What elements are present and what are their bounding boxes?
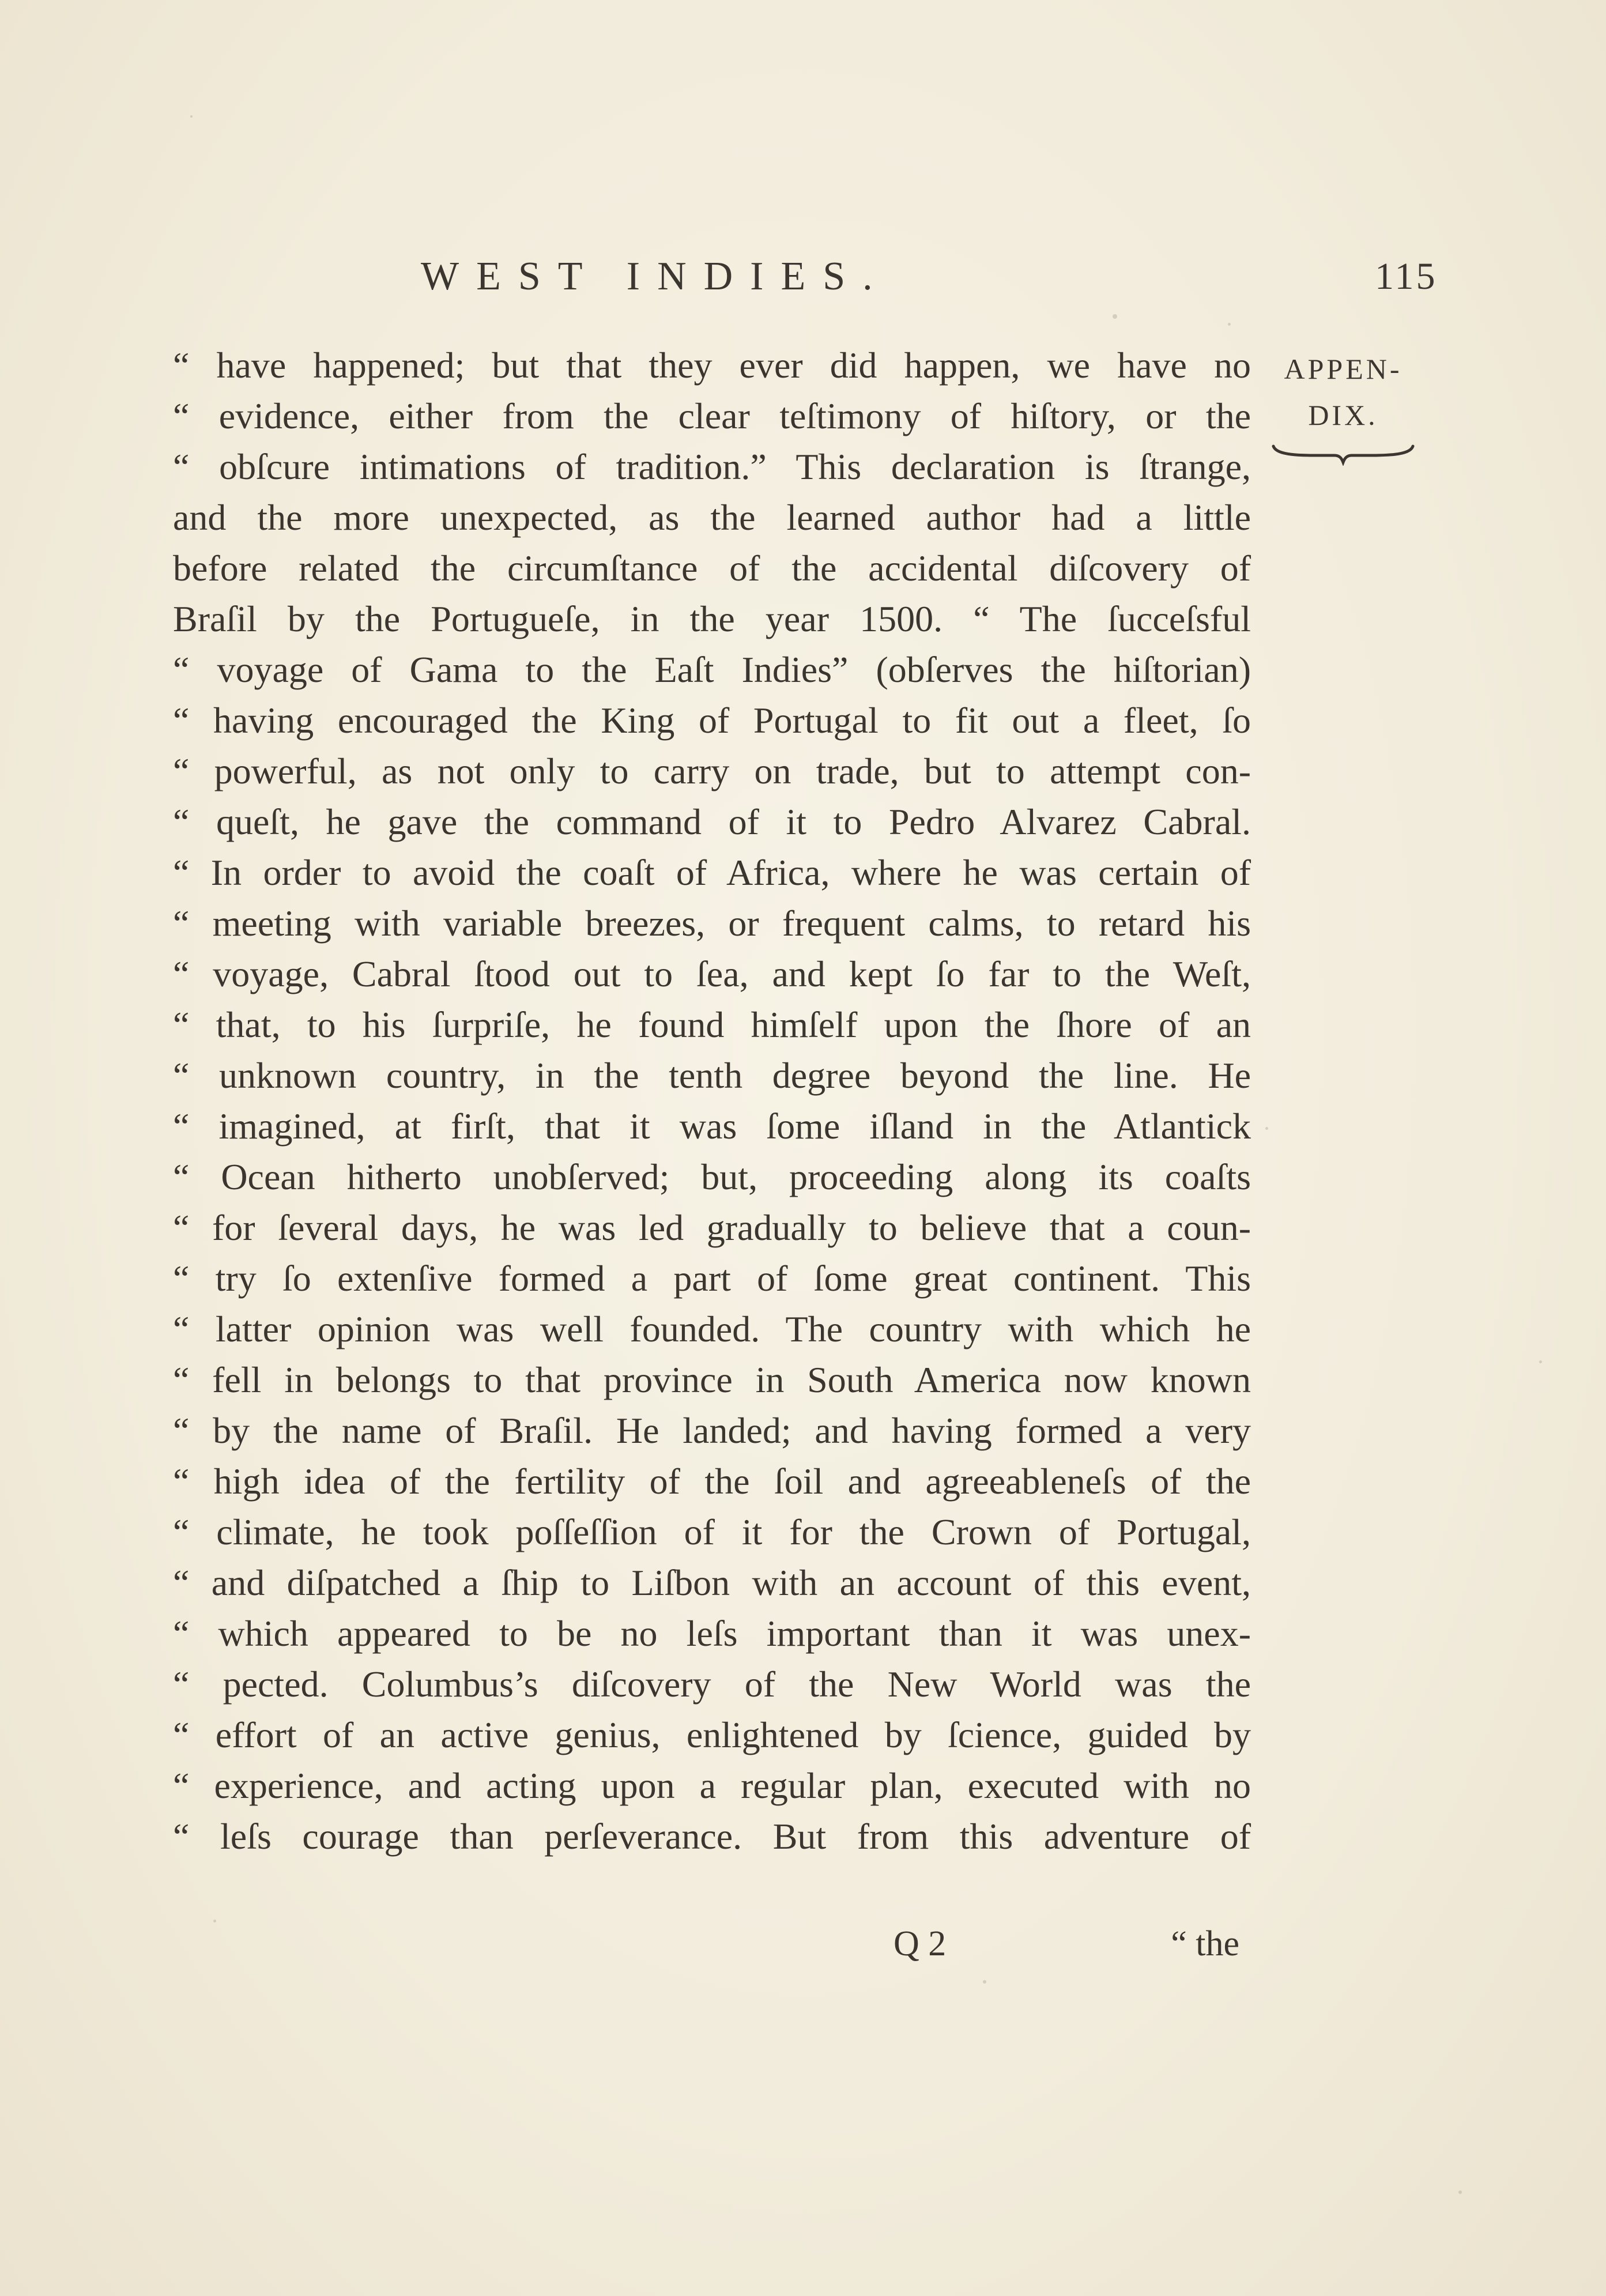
text-line: Braſil by the Portugueſe, in the year 1500. “ The ſucceſsful [173,598,1251,639]
paper-speck [1458,2191,1462,2194]
paper-speck [1113,314,1117,319]
text-line: “ powerful, as not only to carry on trade, but to attempt con- [173,751,1251,791]
text-line: before related the circumſtance of the accidental diſcovery of [173,548,1251,589]
text-line: “ having encouraged the King of Portugal to fit out a fleet, ſo [173,700,1251,741]
text-line: “ fell in belongs to that province in South America now known [173,1359,1251,1400]
text-line: “ try ſo extenſive formed a part of ſome great continent. This [173,1258,1251,1299]
text-line: “ experience, and acting upon a regular plan, executed with no [173,1765,1251,1806]
text-line: “ evidence, either from the clear teſtimony of hiſtory, or the [173,395,1251,436]
text-line: “ imagined, at firſt, that it was ſome iſland in the Atlantick [173,1106,1251,1147]
text-line: “ pected. Columbus’s diſcovery of the New World was the [173,1664,1251,1705]
paper-speck [983,1980,986,1984]
paper-speck [213,1920,216,1922]
marginal-note-line: DIX. [1308,399,1378,431]
page-footer [173,1915,1251,1973]
paper-speck [190,115,193,118]
text-line: “ have happened; but that they ever did happen, we have no [173,345,1251,386]
signature-mark: Q 2 [894,1924,947,1963]
text-line: “ climate, he took poſſeſſion of it for the Crown of Portugal, [173,1511,1251,1552]
page-number: 115 [1375,255,1438,297]
text-line: “ which appeared to be no leſs important than it was unex- [173,1613,1251,1654]
catchword: “ the [1171,1924,1239,1963]
paper-speck [1539,1360,1542,1363]
text-line: “ In order to avoid the coaſt of Africa, where he was certain of [173,852,1251,893]
brace-ornament [1271,443,1415,466]
running-title: WEST INDIES. [421,254,890,299]
running-head [0,248,1606,306]
text-line: “ latter opinion was well founded. The country with which he [173,1309,1251,1349]
text-line: “ by the name of Braſil. He landed; and having formed a very [173,1410,1251,1451]
text-line: “ that, to his ſurpriſe, he found himſelf upon the ſhore of an [173,1004,1251,1045]
text-line: “ for ſeveral days, he was led gradually to believe that a coun- [173,1207,1251,1248]
text-line: and the more unexpected, as the learned author had a little [173,497,1251,538]
text-line: “ high idea of the fertility of the ſoil and agreeableneſs of the [173,1461,1251,1502]
text-line: “ voyage, Cabral ſtood out to ſea, and kept ſo far to the Weſt, [173,953,1251,994]
body-text [173,340,1251,1862]
text-line: “ effort of an active genius, enlightened by ſcience, guided by [173,1714,1251,1755]
text-line: “ voyage of Gama to the Eaſt Indies” (obſerves the hiſtorian) [173,649,1251,690]
text-line: “ meeting with variable breezes, or frequent calms, to retard his [173,903,1251,944]
marginal-note-line: APPEN- [1284,353,1403,385]
text-line: “ Ocean hitherto unobſerved; but, proceeding along its coaſts [173,1156,1251,1197]
marginal-note [1257,346,1430,438]
paper-speck [1228,323,1231,326]
text-line: “ unknown country, in the tenth degree beyond the line. He [173,1055,1251,1096]
paper-speck [1265,1127,1268,1130]
text-line: “ queſt, he gave the command of it to Pedro Alvarez Cabral. [173,801,1251,842]
text-line: “ leſs courage than perſeverance. But from this adventure of [173,1816,1251,1857]
text-line: “ obſcure intimations of tradition.” This declaration is ſtrange, [173,446,1251,487]
text-line: “ and diſpatched a ſhip to Liſbon with an account of this event, [173,1562,1251,1603]
